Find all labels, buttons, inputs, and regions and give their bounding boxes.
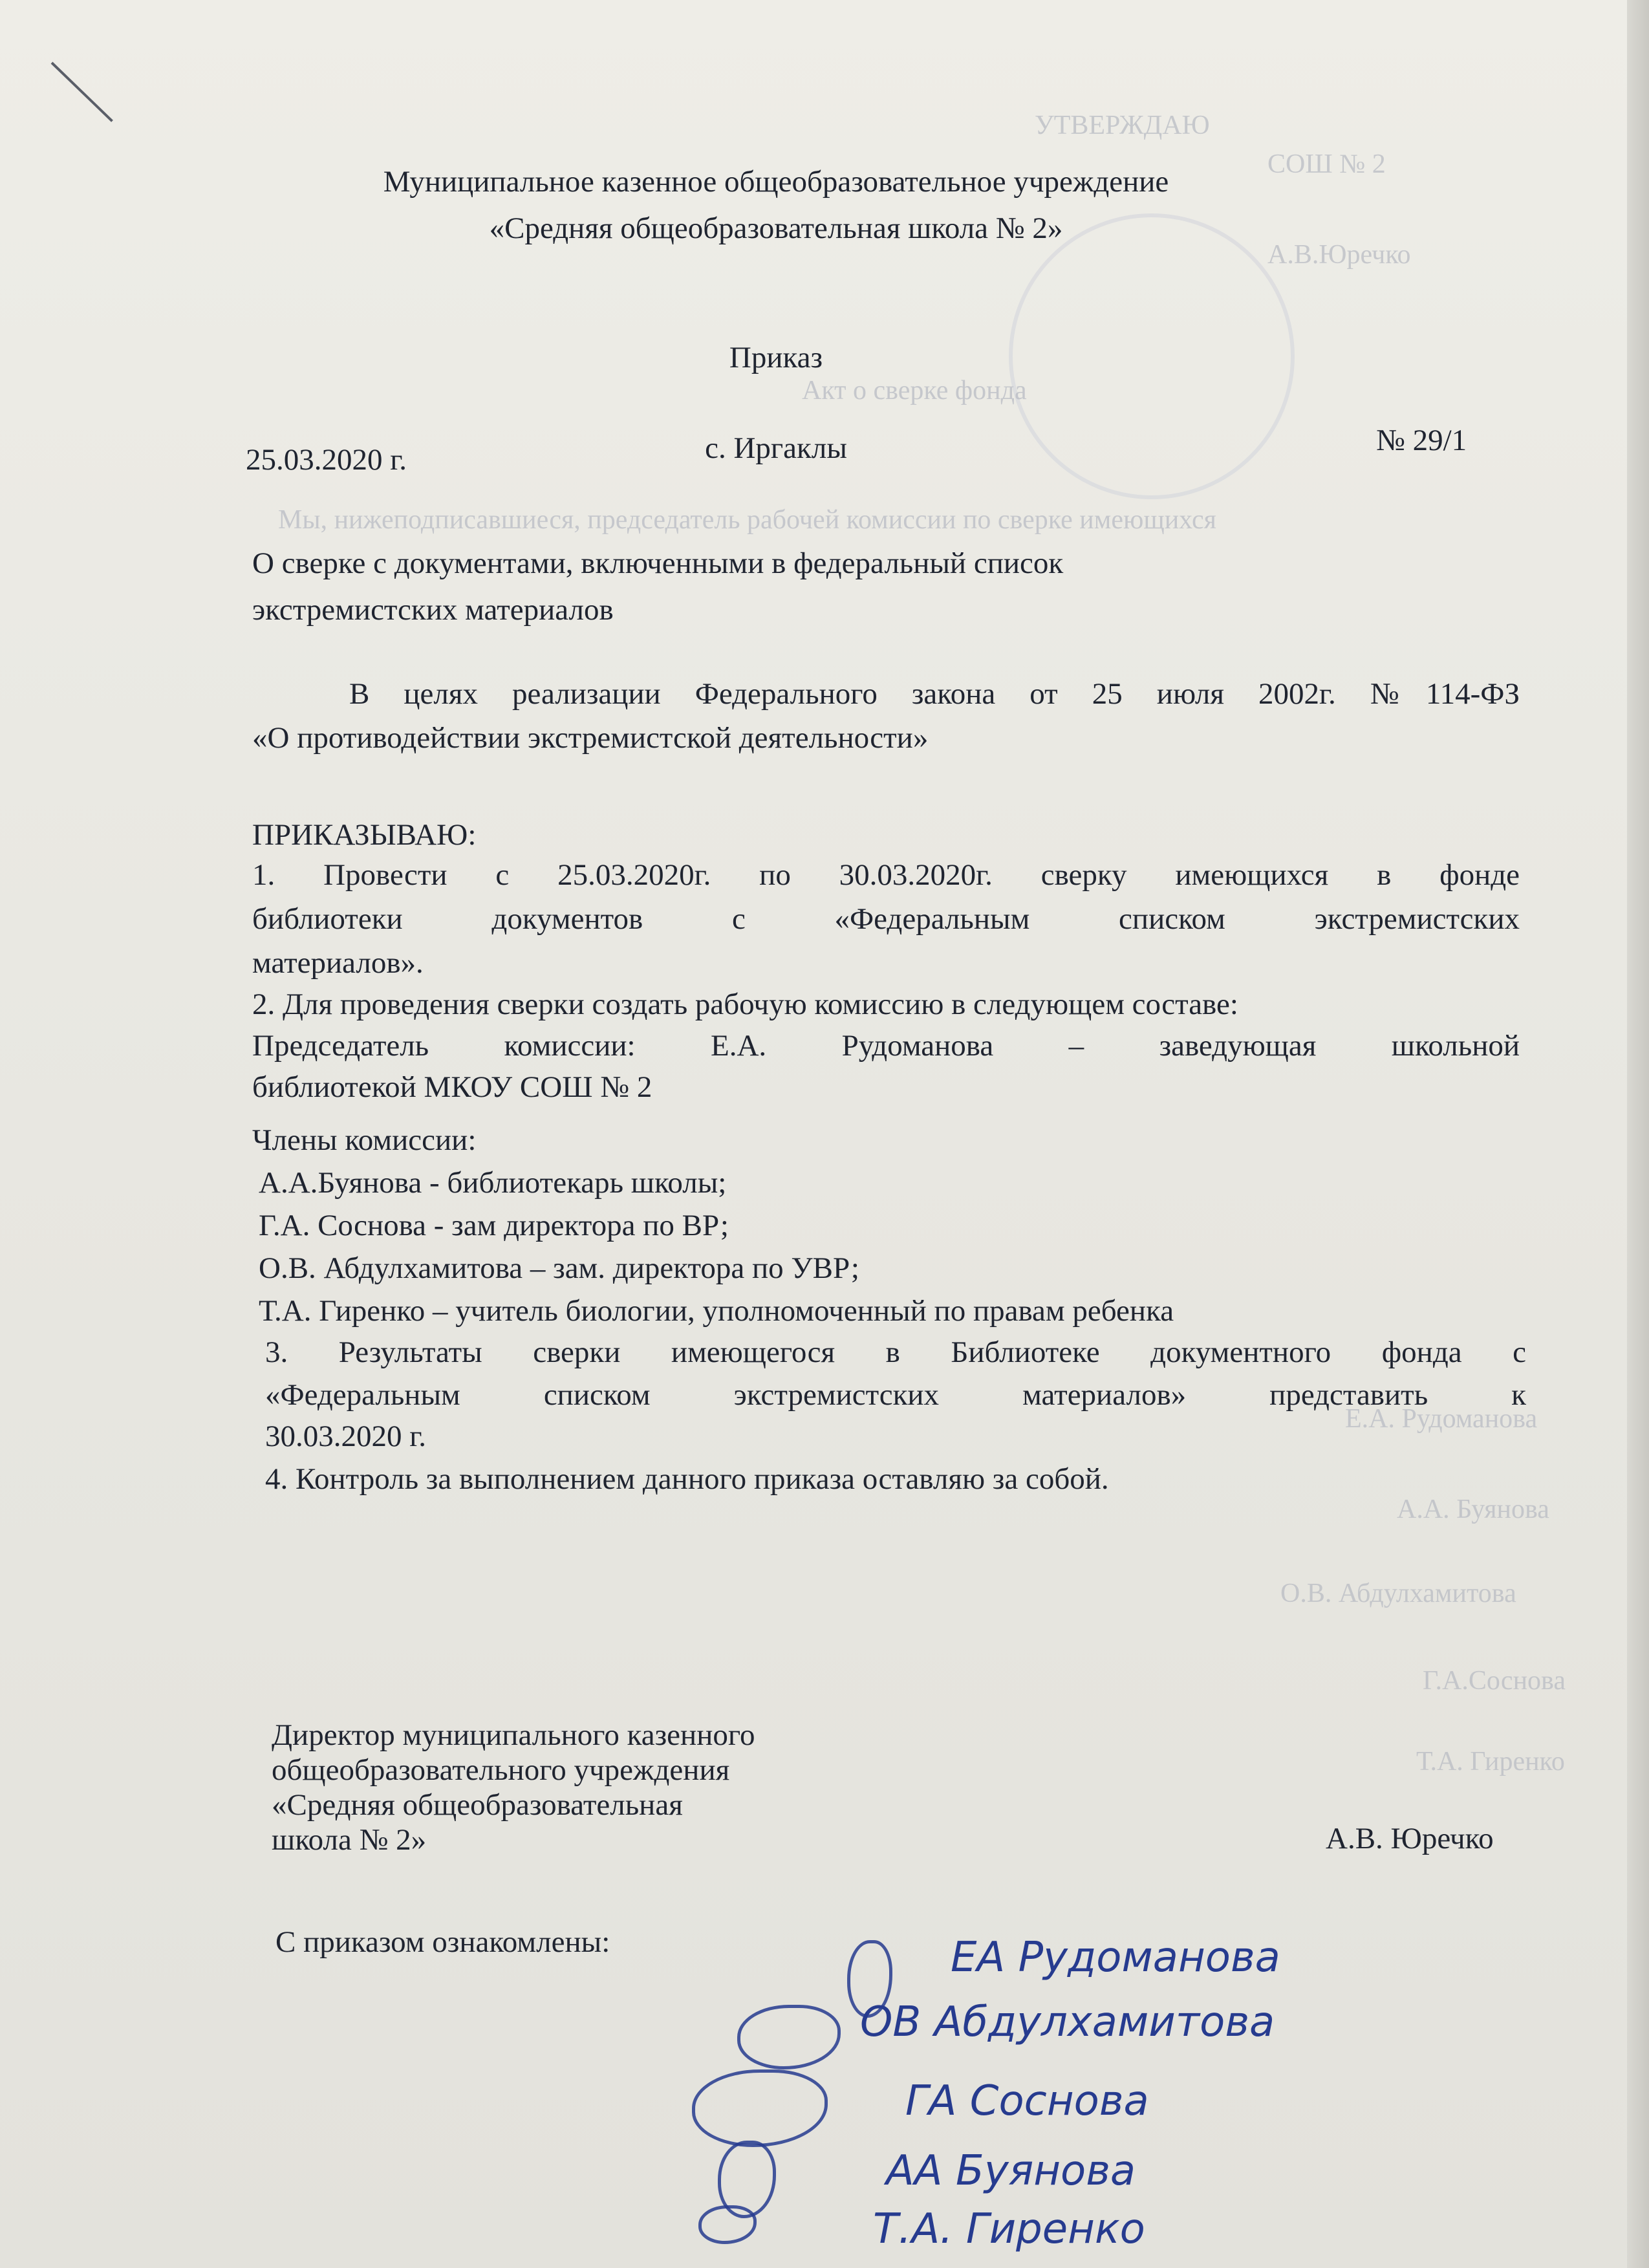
chair-line2: библиотекой МКОУ СОШ № 2 — [252, 1070, 652, 1104]
org-name-line2: «Средняя общеобразовательная школа № 2» — [489, 211, 1063, 245]
bleed-through-text: А.В.Юречко — [1267, 240, 1411, 270]
order-title: Приказ — [729, 341, 823, 374]
signature-scribble — [692, 2069, 828, 2147]
bleed-through-stamp — [1009, 213, 1295, 499]
handwritten-name: АА Буянова — [886, 2147, 1136, 2195]
member-item: А.А.Буянова - библиотекарь школы; — [259, 1166, 727, 1200]
page-edge — [1627, 0, 1649, 2268]
director-title-line3: «Средняя общеобразовательная — [272, 1788, 683, 1822]
subject-line1: О сверке с документами, включенными в федеральный список — [252, 546, 1064, 580]
order-number: № 29/1 — [1376, 424, 1467, 457]
bleed-through-text: СОШ № 2 — [1267, 149, 1386, 179]
signature-scribble — [737, 2005, 841, 2069]
handwritten-name: ЕА Рудоманова — [951, 1934, 1280, 1982]
bleed-through-text: Е.А. Рудоманова — [1345, 1404, 1538, 1434]
director-name: А.В. Юречко — [1326, 1822, 1494, 1855]
item3-line2: «Федеральным списком экстремистских материалов» представить к — [265, 1378, 1526, 1412]
director-title-line2: общеобразовательного учреждения — [272, 1753, 730, 1787]
bleed-through-text: Мы, нижеподписавшиеся, председатель рабочей комиссии по сверке имеющихся — [278, 505, 1216, 535]
bleed-through-text: А.А. Буянова — [1397, 1495, 1549, 1524]
item1-line1: 1. Провести с 25.03.2020г. по 30.03.2020г. сверку имеющихся в фонде — [252, 858, 1520, 892]
bleed-through-text: УТВЕРЖДАЮ — [1035, 111, 1210, 140]
chair-line1: Председатель комиссии: Е.А. Рудоманова – заведующая школьной — [252, 1029, 1520, 1063]
order-place: с. Иргаклы — [705, 431, 847, 465]
member-item: Г.А. Соснова - зам директора по ВР; — [259, 1209, 729, 1242]
bleed-through-text: О.В. Абдулхамитова — [1280, 1579, 1516, 1608]
order-date: 25.03.2020 г. — [246, 443, 407, 477]
director-title-line4: школа № 2» — [272, 1823, 427, 1857]
director-title-line1: Директор муниципального казенного — [272, 1718, 755, 1752]
order-word: ПРИКАЗЫВАЮ: — [252, 818, 477, 852]
bleed-through-text: Акт о сверке фонда — [802, 376, 1027, 405]
handwritten-name: Т.А. Гиренко — [873, 2205, 1145, 2253]
acquainted-label: С приказом ознакомлены: — [275, 1925, 610, 1959]
item4: 4. Контроль за выполнением данного приказа оставляю за собой. — [265, 1462, 1109, 1496]
handwritten-name: ОВ Абдулхамитова — [860, 1998, 1275, 2046]
preamble-line1: В целях реализации Федерального закона от 25 июля 2002г. №114-ФЗ — [349, 677, 1520, 711]
member-item: Т.А. Гиренко – учитель биологии, уполномоченный по правам ребенка — [259, 1294, 1174, 1328]
item3-line1: 3. Результаты сверки имеющегося в Библиотеке документного фонда с — [265, 1335, 1526, 1369]
handwritten-name: ГА Соснова — [905, 2077, 1149, 2125]
item2: 2. Для проведения сверки создать рабочую комиссию в следующем составе: — [252, 988, 1238, 1021]
subject-line2: экстремистских материалов — [252, 593, 614, 627]
members-title: Члены комиссии: — [252, 1123, 477, 1157]
item3-line3: 30.03.2020 г. — [265, 1420, 426, 1453]
bleed-through-text: Г.А.Соснова — [1423, 1666, 1566, 1696]
preamble-line2: «О противодействии экстремистской деятельности» — [252, 721, 929, 755]
org-name-line1: Муниципальное казенное общеобразовательное учреждение — [383, 165, 1169, 199]
pen-mark — [51, 62, 113, 122]
handwritten-signatures — [673, 1927, 1287, 2263]
member-item: О.В. Абдулхамитова – зам. директора по УВР; — [259, 1251, 859, 1285]
item1-line2: библиотеки документов с «Федеральным списком экстремистских — [252, 902, 1520, 936]
signature-scribble — [698, 2205, 757, 2244]
item1-line3: материалов». — [252, 946, 424, 980]
bleed-through-text: Т.А. Гиренко — [1416, 1747, 1565, 1777]
